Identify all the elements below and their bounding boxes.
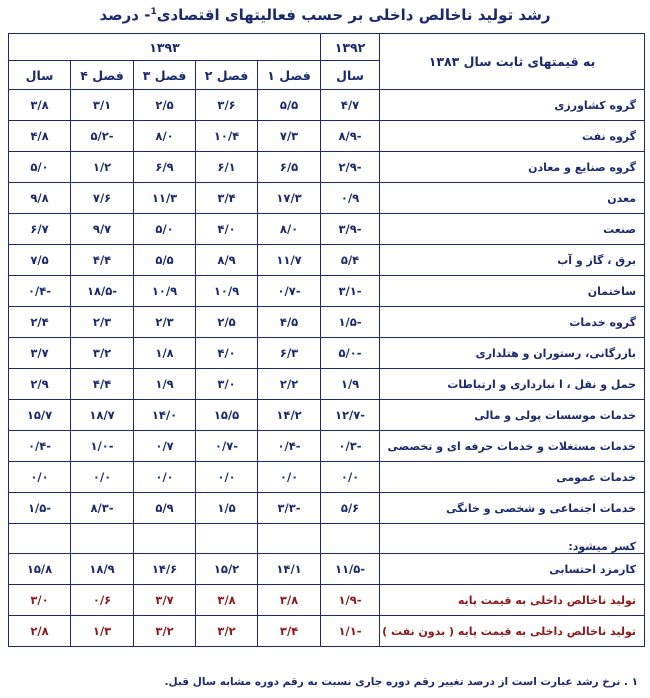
row-label: خدمات اجتماعی و شخصی و خانگی	[380, 493, 645, 524]
table-row	[9, 245, 645, 276]
row-value: ۹/۷	[71, 214, 134, 245]
row-value: ۱/۳	[71, 616, 134, 647]
table-row	[9, 554, 645, 585]
row-value: ۴/۷	[321, 90, 380, 121]
row-label: گروه کشاورزی	[380, 90, 645, 121]
table-row	[9, 585, 645, 616]
row-value: -۵/۰	[321, 338, 380, 369]
spacer-cell	[9, 524, 71, 554]
row-value: -۸/۹	[321, 121, 380, 152]
row-label: کارمزد احتسابی	[380, 554, 645, 585]
table-row	[9, 152, 645, 183]
row-value: ۵/۵	[258, 90, 321, 121]
row-value: ۱۴/۶	[134, 554, 196, 585]
row-label: خدمات موسسات پولی و مالی	[380, 400, 645, 431]
row-value: ۲/۳	[71, 307, 134, 338]
row-value: -۱۲/۷	[321, 400, 380, 431]
row-value: ۳/۷	[9, 338, 71, 369]
row-value: ۵/۶	[321, 493, 380, 524]
table-row	[9, 431, 645, 462]
table-row	[9, 369, 645, 400]
header-year-1393: ۱۳۹۳	[9, 34, 321, 61]
row-value: ۰/۷	[134, 431, 196, 462]
row-value: ۱۵/۷	[9, 400, 71, 431]
row-value: ۳/۴	[258, 616, 321, 647]
row-label: ساختمان	[380, 276, 645, 307]
header-corner: به قیمتهای ثابت سال ۱۳۸۳	[380, 34, 645, 90]
row-value: ۳/۸	[9, 90, 71, 121]
row-value: -۰/۷	[258, 276, 321, 307]
table-row	[9, 616, 645, 647]
row-value: ۵/۰	[9, 152, 71, 183]
row-value: ۷/۳	[258, 121, 321, 152]
table-row	[9, 307, 645, 338]
table-row	[9, 493, 645, 524]
row-value: ۲/۳	[134, 307, 196, 338]
row-value: -۰/۷	[196, 431, 258, 462]
row-value: ۱۸/۹	[71, 554, 134, 585]
row-value: ۲/۲	[258, 369, 321, 400]
table-row	[9, 121, 645, 152]
row-value: ۳/۶	[196, 90, 258, 121]
spacer-cell	[321, 524, 380, 554]
row-value: ۲/۹	[9, 369, 71, 400]
table-row	[9, 276, 645, 307]
row-value: ۰/۰	[196, 462, 258, 493]
row-value: ۶/۷	[9, 214, 71, 245]
row-value: ۲/۵	[134, 90, 196, 121]
title-unit: - درصد	[99, 6, 151, 24]
header-col-q2: فصل ۲	[196, 61, 258, 90]
row-value: ۱۰/۹	[134, 276, 196, 307]
title-text: رشد تولید ناخالص داخلی بر حسب فعالیتهای اقتصادی	[156, 6, 551, 24]
row-value: -۳/۹	[321, 214, 380, 245]
row-label: خدمات مستغلات و خدمات حرفه ای و تخصصی	[380, 431, 645, 462]
row-value: ۲/۸	[9, 616, 71, 647]
row-label: تولید ناخالص داخلی به قیمت پایه ( بدون نفت )	[380, 616, 645, 647]
row-value: -۱۱/۵	[321, 554, 380, 585]
row-label: گروه خدمات	[380, 307, 645, 338]
table-row	[9, 400, 645, 431]
row-value: ۰/۰	[9, 462, 71, 493]
row-value: ۰/۶	[71, 585, 134, 616]
row-value: ۷/۶	[71, 183, 134, 214]
row-value: ۱/۵	[196, 493, 258, 524]
row-value: ۵/۴	[321, 245, 380, 276]
title-footnote-mark: 1	[150, 7, 157, 17]
row-value: ۱۵/۵	[196, 400, 258, 431]
row-label: گروه نفت	[380, 121, 645, 152]
row-value: ۱/۹	[134, 369, 196, 400]
row-value: ۸/۰	[258, 214, 321, 245]
row-label: بازرگانی، رستوران و هتلداری	[380, 338, 645, 369]
spacer-cell	[134, 524, 196, 554]
row-value: -۰/۴	[9, 431, 71, 462]
row-value: ۳/۲	[196, 616, 258, 647]
row-label: صنعت	[380, 214, 645, 245]
row-value: ۸/۰	[134, 121, 196, 152]
table-row	[9, 183, 645, 214]
row-value: ۰/۰	[134, 462, 196, 493]
row-value: -۱/۵	[9, 493, 71, 524]
row-value: ۱۴/۱	[258, 554, 321, 585]
row-label: معدن	[380, 183, 645, 214]
table-title	[0, 6, 650, 24]
row-value: ۶/۳	[258, 338, 321, 369]
row-value: ۱/۸	[134, 338, 196, 369]
row-value: ۴/۵	[258, 307, 321, 338]
row-value: ۷/۵	[9, 245, 71, 276]
row-value: -۰/۴	[9, 276, 71, 307]
row-value: ۳/۲	[71, 338, 134, 369]
row-value: ۵/۹	[134, 493, 196, 524]
row-value: ۱۰/۹	[196, 276, 258, 307]
row-value: -۱۸/۵	[71, 276, 134, 307]
row-value: ۹/۸	[9, 183, 71, 214]
row-value: ۴/۰	[196, 338, 258, 369]
row-value: -۰/۴	[258, 431, 321, 462]
row-value: ۳/۱	[71, 90, 134, 121]
row-value: ۱۷/۳	[258, 183, 321, 214]
row-value: ۱۴/۲	[258, 400, 321, 431]
table-row	[9, 338, 645, 369]
row-value: -۲/۹	[321, 152, 380, 183]
row-value: ۴/۴	[71, 245, 134, 276]
row-value: ۵/۵	[134, 245, 196, 276]
row-value: -۱/۰	[71, 431, 134, 462]
table-row	[9, 90, 645, 121]
gdp-growth-table	[8, 33, 645, 647]
row-value: -۳/۳	[258, 493, 321, 524]
row-value: ۱۵/۸	[9, 554, 71, 585]
header-col-1392-year: سال	[321, 61, 380, 90]
header-row-years	[9, 34, 645, 61]
row-value: ۲/۵	[196, 307, 258, 338]
row-label: تولید ناخالص داخلی به قیمت پایه	[380, 585, 645, 616]
row-value: ۰/۰	[258, 462, 321, 493]
spacer-row	[9, 524, 645, 554]
row-value: ۶/۵	[258, 152, 321, 183]
row-value: -۱/۵	[321, 307, 380, 338]
row-value: ۱۵/۲	[196, 554, 258, 585]
row-value: -۱/۹	[321, 585, 380, 616]
row-value: ۳/۲	[134, 616, 196, 647]
table-row	[9, 214, 645, 245]
row-label: برق ، گاز و آب	[380, 245, 645, 276]
row-value: ۱/۹	[321, 369, 380, 400]
row-value: ۱۴/۰	[134, 400, 196, 431]
row-value: ۰/۰	[71, 462, 134, 493]
header-col-q3: فصل ۳	[134, 61, 196, 90]
row-value: ۶/۹	[134, 152, 196, 183]
row-value: -۱/۱	[321, 616, 380, 647]
table-body	[9, 90, 645, 647]
row-value: -۳/۱	[321, 276, 380, 307]
row-value: ۳/۸	[196, 585, 258, 616]
row-value: ۳/۸	[258, 585, 321, 616]
row-value: ۵/۰	[134, 214, 196, 245]
row-value: ۱۸/۷	[71, 400, 134, 431]
row-value: ۱۱/۷	[258, 245, 321, 276]
header-col-q4: فصل ۴	[71, 61, 134, 90]
deduct-label: کسر میشود:	[380, 524, 645, 554]
row-value: ۳/۴	[196, 183, 258, 214]
row-label: خدمات عمومی	[380, 462, 645, 493]
row-value: ۴/۴	[71, 369, 134, 400]
row-label: گروه صنایع و معادن	[380, 152, 645, 183]
row-value: -۵/۲	[71, 121, 134, 152]
row-value: ۰/۹	[321, 183, 380, 214]
row-value: ۴/۸	[9, 121, 71, 152]
footnote: ۱ . نرخ رشد عبارت است از درصد تغییر رقم دوره جاری نسبت به رقم دوره مشابه سال قبل.	[164, 676, 638, 688]
row-value: -۰/۳	[321, 431, 380, 462]
table-row	[9, 462, 645, 493]
row-value: ۴/۰	[196, 214, 258, 245]
header-col-q1: فصل ۱	[258, 61, 321, 90]
row-value: -۸/۳	[71, 493, 134, 524]
row-value: ۲/۴	[9, 307, 71, 338]
row-value: ۱۰/۴	[196, 121, 258, 152]
row-value: ۳/۰	[196, 369, 258, 400]
header-year-1392: ۱۳۹۲	[321, 34, 380, 61]
row-value: ۱/۲	[71, 152, 134, 183]
row-value: ۳/۰	[9, 585, 71, 616]
row-value: ۰/۰	[321, 462, 380, 493]
spacer-cell	[196, 524, 258, 554]
row-value: ۳/۷	[134, 585, 196, 616]
header-col-1393-year: سال	[9, 61, 71, 90]
row-label: حمل و نقل ، ا نبارداری و ارتباطات	[380, 369, 645, 400]
spacer-cell	[258, 524, 321, 554]
row-value: ۸/۹	[196, 245, 258, 276]
row-value: ۶/۱	[196, 152, 258, 183]
row-value: ۱۱/۳	[134, 183, 196, 214]
spacer-cell	[71, 524, 134, 554]
